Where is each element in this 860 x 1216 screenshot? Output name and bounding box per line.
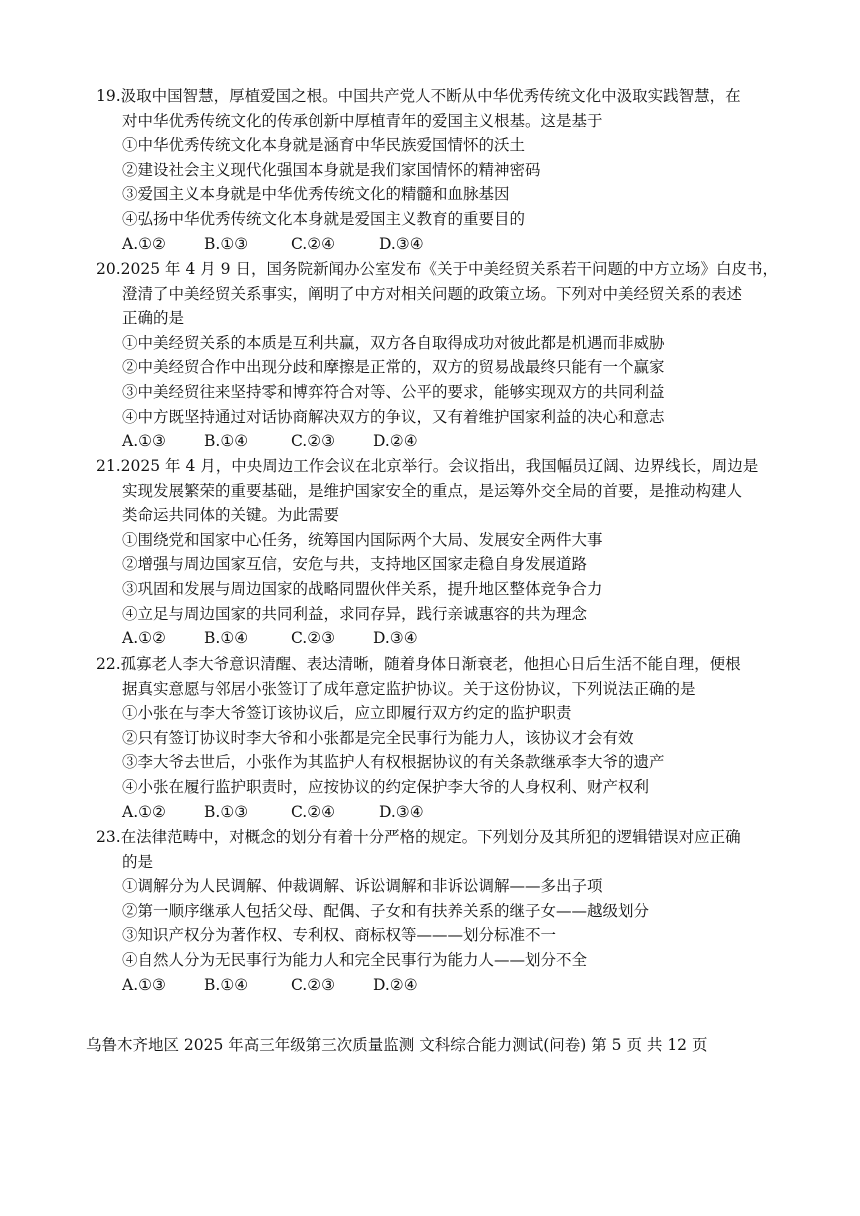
question-stem-line: 21.2025 年 4 月，中央周边工作会议在北京举行。会议指出，我国幅员辽阔、边界线长，周边是 bbox=[96, 457, 759, 475]
option-statement: ②只有签订协议时李大爷和小张都是完全民事行为能力人，该协议才会有效 bbox=[122, 728, 634, 747]
answer-choice-a[interactable]: A.①② bbox=[122, 629, 166, 648]
question-stem-line: 20.2025 年 4 月 9 日，国务院新闻办公室发布《关于中美经贸关系若干问题的中方立场》白皮书， bbox=[96, 260, 778, 278]
option-statement: ④弘扬中华优秀传统文化本身就是爱国主义教育的重要目的 bbox=[122, 209, 526, 228]
question-19 bbox=[96, 84, 776, 256]
question-22 bbox=[96, 652, 776, 824]
answer-choice-a[interactable]: A.①② bbox=[122, 234, 166, 253]
option-statement: ④中方既坚持通过对话协商解决双方的争议，又有着维护国家利益的决心和意志 bbox=[122, 407, 665, 426]
answer-choices bbox=[96, 800, 776, 825]
answer-choice-b[interactable]: B.①④ bbox=[204, 432, 249, 451]
option-statement: ①小张在与李大爷签订该协议后，应立即履行双方约定的监护职责 bbox=[122, 704, 572, 723]
answer-choice-a[interactable]: A.①③ bbox=[122, 432, 166, 451]
answer-choice-d[interactable]: D.③④ bbox=[379, 802, 424, 821]
answer-choice-c[interactable]: C.②④ bbox=[291, 234, 336, 253]
question-stem-line: 19.汲取中国智慧，厚植爱国之根。中国共产党人不断从中华优秀传统文化中汲取实践智慧，在 bbox=[96, 87, 741, 105]
question-stem-line: 据真实意愿与邻居小张签订了成年意定监护协议。关于这份协议，下列说法正确的是 bbox=[122, 679, 696, 698]
option-statement: ③中美经贸往来坚持零和博弈符合对等、公平的要求，能够实现双方的共同利益 bbox=[122, 382, 665, 401]
question-20 bbox=[96, 257, 776, 454]
answer-choice-b[interactable]: B.①③ bbox=[204, 802, 249, 821]
answer-choice-c[interactable]: C.②③ bbox=[291, 629, 336, 648]
answer-choice-a[interactable]: A.①③ bbox=[122, 975, 166, 994]
option-statement: ③知识产权分为著作权、专利权、商标权等———划分标准不一 bbox=[122, 926, 557, 945]
question-stem-line: 22.孤寡老人李大爷意识清醒、表达清晰，随着身体日渐衰老，他担心日后生活不能自理，便根 bbox=[96, 655, 741, 673]
option-statement: ①中华优秀传统文化本身就是涵育中华民族爱国情怀的沃土 bbox=[122, 136, 526, 155]
option-statement: ②建设社会主义现代化强国本身就是我们家国情怀的精神密码 bbox=[122, 160, 541, 179]
option-statement: ③爱国主义本身就是中华优秀传统文化的精髓和血脉基因 bbox=[122, 185, 510, 204]
option-statement: ①中美经贸关系的本质是互利共赢，双方各自取得成功对彼此都是机遇而非威胁 bbox=[122, 333, 665, 352]
answer-choices bbox=[96, 973, 776, 998]
question-21 bbox=[96, 454, 776, 651]
option-statement: ①调解分为人民调解、仲裁调解、诉讼调解和非诉讼调解——多出子项 bbox=[122, 877, 603, 896]
question-23 bbox=[96, 825, 776, 997]
answer-choice-b[interactable]: B.①④ bbox=[204, 975, 249, 994]
answer-choice-d[interactable]: D.②④ bbox=[373, 432, 418, 451]
page-footer: 乌鲁木齐地区 2025 年高三年级第三次质量监测 文科综合能力测试(问卷) 第 5 页 共 12 页 bbox=[86, 1036, 708, 1054]
option-statement: ②第一顺序继承人包括父母、配偶、子女和有扶养关系的继子女——越级划分 bbox=[122, 901, 650, 920]
option-statement: ①围绕党和国家中心任务，统筹国内国际两个大局、发展安全两件大事 bbox=[122, 530, 603, 549]
answer-choice-d[interactable]: D.③④ bbox=[373, 629, 418, 648]
option-statement: ②中美经贸合作中出现分歧和摩擦是正常的，双方的贸易战最终只能有一个赢家 bbox=[122, 358, 665, 377]
answer-choice-c[interactable]: C.②④ bbox=[291, 802, 336, 821]
option-statement: ④小张在履行监护职责时，应按协议的约定保护李大爷的人身权利、财产权利 bbox=[122, 777, 650, 796]
option-statement: ④立足与周边国家的共同利益，求同存异，践行亲诚惠容的共为理念 bbox=[122, 604, 588, 623]
question-stem-line: 实现发展繁荣的重要基础，是维护国家安全的重点，是运筹外交全局的首要，是推动构建人 bbox=[122, 481, 743, 500]
question-stem-line: 澄清了中美经贸关系事实，阐明了中方对相关问题的政策立场。下列对中美经贸关系的表述 bbox=[122, 284, 743, 303]
option-statement: ③巩固和发展与周边国家的战略同盟伙伴关系，提升地区整体竞争合力 bbox=[122, 579, 603, 598]
answer-choice-b[interactable]: B.①④ bbox=[204, 629, 249, 648]
option-statement: ④自然人分为无民事行为能力人和完全民事行为能力人——划分不全 bbox=[122, 950, 588, 969]
answer-choices bbox=[96, 429, 776, 454]
question-stem-line: 23.在法律范畴中，对概念的划分有着十分严格的规定。下列划分及其所犯的逻辑错误对应正确 bbox=[96, 828, 741, 846]
answer-choice-b[interactable]: B.①③ bbox=[204, 234, 249, 253]
answer-choice-a[interactable]: A.①② bbox=[122, 802, 166, 821]
question-stem-line: 对中华优秀传统文化的传承创新中厚植青年的爱国主义根基。这是基于 bbox=[122, 111, 603, 130]
answer-choice-c[interactable]: C.②③ bbox=[291, 432, 336, 451]
option-statement: ②增强与周边国家互信，安危与共，支持地区国家走稳自身发展道路 bbox=[122, 555, 588, 574]
answer-choices bbox=[96, 626, 776, 651]
answer-choice-d[interactable]: D.③④ bbox=[379, 234, 424, 253]
option-statement: ③李大爷去世后，小张作为其监护人有权根据协议的有关条款继承李大爷的遗产 bbox=[122, 753, 665, 772]
answer-choices bbox=[96, 232, 776, 257]
answer-choice-d[interactable]: D.②④ bbox=[373, 975, 418, 994]
question-stem-line: 正确的是 bbox=[122, 309, 185, 328]
question-stem-line: 的是 bbox=[122, 852, 154, 871]
question-stem-line: 类命运共同体的关键。为此需要 bbox=[122, 506, 340, 525]
answer-choice-c[interactable]: C.②③ bbox=[291, 975, 336, 994]
